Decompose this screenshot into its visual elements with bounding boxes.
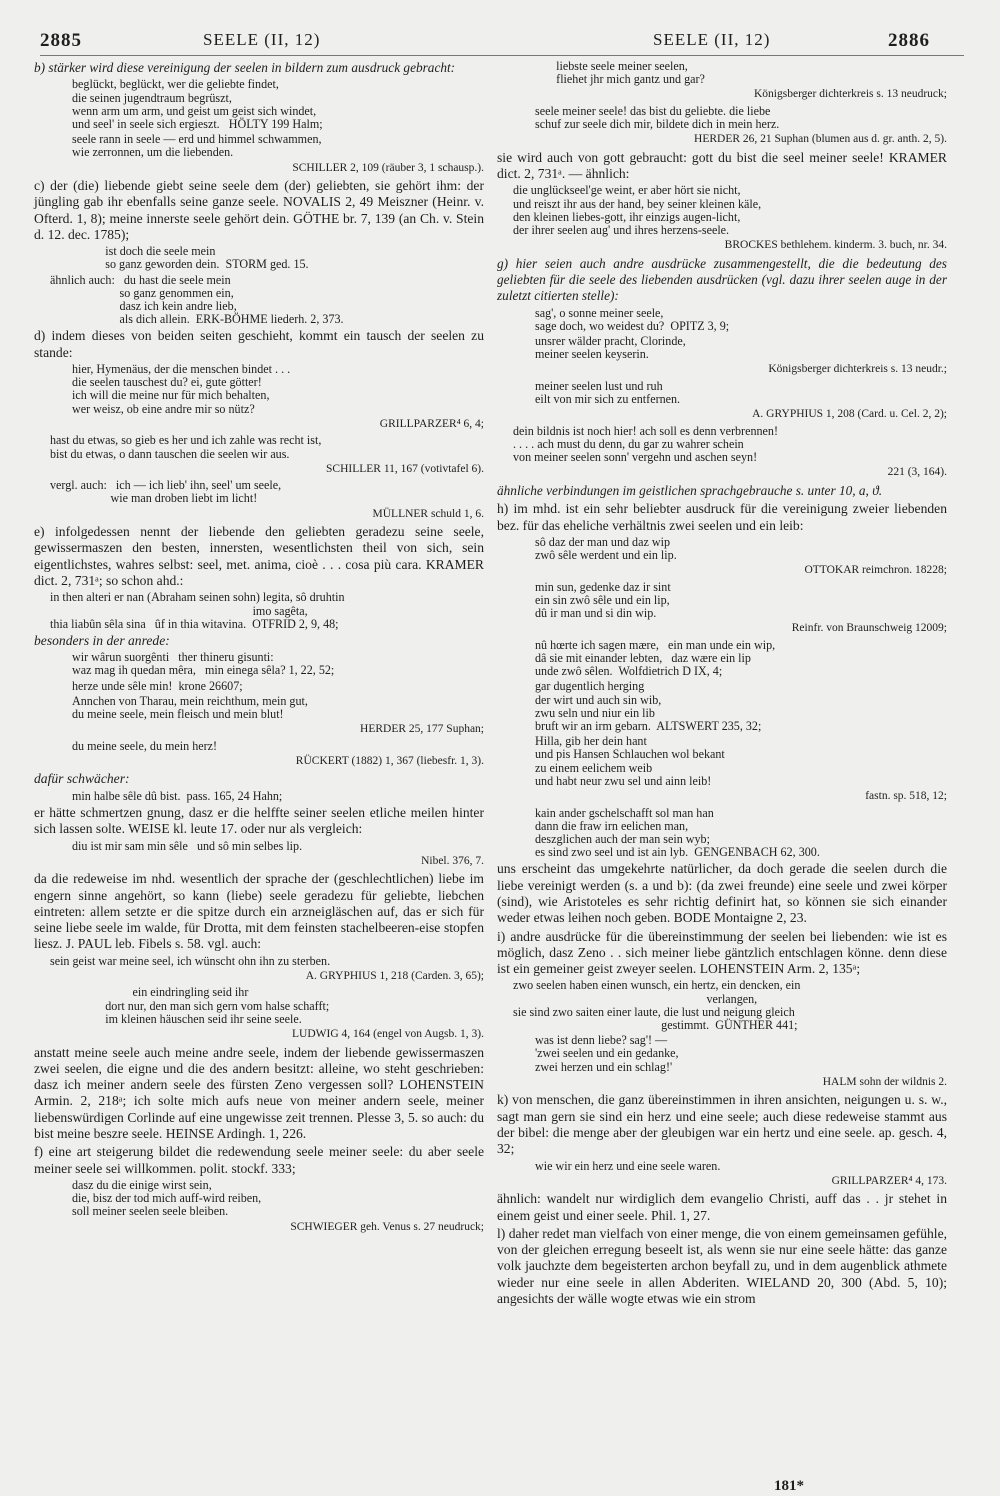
verse-quotation: meiner seelen lust und ruh eilt von mir sich zu entfernen. xyxy=(535,378,681,407)
paragraph: k) von menschen, die ganz übereinstimmen in ihren ansichten, neigungen u. s. w., sagt man gern sie sind ein herz und eine seele; auch diese redeweise stammt aus der bibel: die menge aber der gleubigen war ein hertz und eine seele. ap. gesch. 4, 32; xyxy=(497,1092,947,1157)
running-head-left: SEELE (II, 12) xyxy=(203,30,321,49)
citation: 221 (3, 164). xyxy=(887,466,947,479)
verse-quotation: wir wârun suorgênti ther thineru gisunti: waz mag ih quedan mêra, min einega sêla? 1, 22, 52; xyxy=(72,650,335,678)
paragraph: h) im mhd. ist ein sehr beliebter ausdruck für die vereinigung zweier liebenden bez. für das eheliche verhältnis zwei seelen und ein leib: xyxy=(497,501,947,533)
paragraph: ähnlich: wandelt nur wirdiglich dem evangelio Christi, auff das . . jr stehet in einem geist und einer seele. Phil. 1, 27. xyxy=(497,1191,947,1223)
paragraph: er hätte schmertzen gnung, dasz er die helffte seiner seelen etliche meilen hinter sich lassen solte. WEISE kl. leute 17. oder nur als vergleich: xyxy=(34,804,484,837)
citation: HERDER 25, 177 Suphan; xyxy=(360,723,484,736)
verse-quotation: unsrer wälder pracht, Clorinde, meiner seelen keyserin. xyxy=(535,334,686,362)
citation: RÜCKERT (1882) 1, 367 (liebesfr. 1, 3). xyxy=(295,754,484,767)
verse-quotation: dein bildnis ist noch hier! ach soll es denn verbrennen! . . . . ach must du denn, du gar zu wahrer schein von meiner seelen sonn' vergehn und aschen seyn! xyxy=(513,423,778,465)
citation: GRILLPARZER⁴ 6, 4; xyxy=(379,417,484,430)
signature-mark: 181* xyxy=(774,1478,804,1494)
verse-quotation: Annchen von Tharau, mein reichthum, mein gut, du meine seele, mein fleisch und mein blut! xyxy=(72,693,308,722)
citation: Königsberger dichterkreis s. 13 neudr.; xyxy=(768,363,947,376)
verse-quotation: die unglückseel'ge weint, er aber hört sie nicht, und reiszt ihr aus der hand, bey seiner kleinen käle, den kleinen liebes-gott, ihr einzigs augen-licht, der ihrer seelen aug' und ihres herzens-seele. xyxy=(513,183,762,238)
italic-label: dafür schwächer: xyxy=(34,771,130,787)
verse-quotation: herze unde sêle min! krone 26607; xyxy=(72,678,243,693)
verse-quotation: wie wir ein herz und eine seele waren. xyxy=(535,1158,721,1173)
paragraph: f) eine art steigerung bildet die redewendung seele meiner seele: du aber seele meiner seele sei willkommen. polit. stockf. 333; xyxy=(34,1144,484,1176)
citation: A. GRYPHIUS 1, 218 (Carden. 3, 65); xyxy=(305,969,484,982)
verse-quotation: Hilla, gib her dein hant und pis Hansen Schlauchen wol bekant zu einem eelichem weib und habt neur zwu sel und ainn leib! xyxy=(535,734,725,788)
verse-quotation: beglückt, beglückt, wer die geliebte findet, die seinen jugendtraum begrüszt, wenn arm um arm, und geist um geist sich windet, und seel' in seele sich ergieszt. HÖLTY 199 Halm; xyxy=(72,77,323,131)
verse-quotation: seele meiner seele! das bist du geliebte. die liebe schuf zur seele dich mir, bildete dich in mein herz. xyxy=(535,103,780,132)
citation: SCHILLER 2, 109 (räuber 3, 1 schausp.). xyxy=(292,161,484,174)
citation: HALM sohn der wildnis 2. xyxy=(822,1075,947,1088)
italic-paragraph: b) stärker wird diese vereinigung der seelen in bildern zum ausdruck gebracht: xyxy=(34,60,456,75)
verse-quotation: dasz du die einige wirst sein, die, bisz der tod mich auff-wird reiben, soll meiner seelen seele bleiben. xyxy=(72,1177,262,1219)
paragraph: uns erscheint das umgekehrte natürlicher, da doch gerade die seelen durch die liebe vereinigt werden (s. a und b): (da zwei freunde) eine seele und zwei körper (sind), wie Aristoteles es sehr richtig definirt hat, so können sie sich einander weder etwas leihen noch geben. BODE Montaigne 2, 23. xyxy=(497,861,947,926)
paragraph: l) daher redet man vielfach von einer menge, die von einem gemeinsamen gefühle, von der gleichen erregung beseelt ist, als wenn sie nur eine seele hätte: das ganze volk jauchzte dem begeisterten archon beyfall zu, und in dem augenblick athmete wieder nur eine seele in allen Abderiten. WIELAND 20, 300 (Abd. 5, 10); angesichts der wälle wogte etwas wie ein strom xyxy=(497,1225,947,1307)
citation: SCHWIEGER geh. Venus s. 27 neudruck; xyxy=(290,1220,484,1233)
citation: fastn. sp. 518, 12; xyxy=(865,790,947,803)
verse-quotation: liebste seele meiner seelen, fliehet jhr mich gantz und gar? xyxy=(556,59,705,87)
verse-quotation: ähnlich auch: du hast die seele mein so ganz genommen ein, dasz ich kein andre lieb, als dich allein. ERK-BÖHME liederh. 2, 373. xyxy=(50,272,344,327)
italic-paragraph: ähnliche verbindungen im geistlichen sprachgebrauche s. unter 10, a, ϑ. xyxy=(497,482,883,498)
citation: A. GRYPHIUS 1, 208 (Card. u. Cel. 2, 2); xyxy=(752,408,947,421)
verse-quotation: sag', o sonne meiner seele, sage doch, wo weidest du? OPITZ 3, 9; xyxy=(535,305,730,333)
citation: HERDER 26, 21 Suphan (blumen aus d. gr. anth. 2, 5). xyxy=(694,133,947,146)
paragraph: sie wird auch von gott gebraucht: gott du bist die seel meiner seele! KRAMER dict. 2, 731ᵃ. — ähnlich: xyxy=(497,149,947,182)
page-number-left: 2885 xyxy=(40,30,82,51)
verse-quotation: was ist denn liebe? sag'! — 'zwei seelen und ein gedanke, zwei herzen und ein schlag!' xyxy=(535,1033,679,1074)
running-head-right: SEELE (II, 12) xyxy=(653,30,771,49)
verse-quotation: gar dugentlich herging der wirt und auch sin wib, zwu seln und niur ein lib bruft wir an irm gebarn. ALTSWERT 235, 32; xyxy=(535,679,762,734)
citation: Königsberger dichterkreis s. 13 neudruck; xyxy=(753,88,947,101)
paragraph: i) andre ausdrücke für die übereinstimmung der seelen bei liebenden: wie ist es möglich, dasz Zeno . . sich meiner liebe gäntzlich entschlagen könne. denn diese ist ein gemeiner geist zweyer seelen. LOHENSTEIN Arm. 2, 135ᵃ; xyxy=(497,928,947,977)
verse-quotation: nû hœrte ich sagen mære, ein man unde ein wip, dâ sie mit einander lebten, daz wære ein lip unde zwô sêlen. Wolfdietrich D IX, 4; xyxy=(535,637,776,679)
left-column xyxy=(34,60,484,1237)
verse-quotation: vergl. auch: ich — ich lieb' ihn, seel' um seele, wie man droben liebt im licht! xyxy=(50,478,282,506)
citation: OTTOKAR reimchron. 18228; xyxy=(804,564,947,577)
paragraph: da die redeweise im nhd. wesentlich der sprache der (geschlechtlichen) liebe im engern sinne angehört, so kann (liebe) seele geradezu für geliebte, liebchen eintreten: allem setzte er die spitze durch ein arzneigläschen auf, das er sich für seine liebe seele im walde, für Drotta, mit dem feinsten stachelbeeren-eise stopfen liesz. J. PAUL leb. Fibels s. 58. vgl. auch: xyxy=(34,871,484,952)
citation: LUDWIG 4, 164 (engel von Augsb. 1, 3). xyxy=(292,1028,484,1041)
verse-quotation: du meine seele, du mein herz! xyxy=(72,738,218,753)
right-column xyxy=(497,60,947,1309)
paragraph: d) indem dieses von beiden seiten geschieht, kommt ein tausch der seelen zu stande: xyxy=(34,328,484,360)
citation: GRILLPARZER⁴ 4, 173. xyxy=(831,1174,947,1187)
verse-quotation: seele rann in seele — erd und himmel schwammen, wie zerronnen, um die liebenden. xyxy=(72,132,322,160)
verse-quotation: diu ist mir sam min sêle und sô min selbes lip. xyxy=(72,838,303,853)
verse-quotation: in then alteri er nan (Abraham seinen sohn) legita, sô druhtin imo sagêta, thia liabûn sêla sina ûf in thia witavina. OTFRID 2, 9, 48; xyxy=(50,590,345,631)
paragraph: c) der (die) liebende giebt seine seele dem (der) geliebten, sie gehört ihm: der jüngling gab ihr ebenfalls seine ganze seele. NOVALIS 2, 49 Meiszner (Heinr. v. Ofterd. 1, 8); meine innerste seele gehört dein. GÖTHE br. 7, 139 (an Ch. v. Stein d. 12. dec. 1785); xyxy=(34,178,484,242)
italic-paragraph: g) hier seien auch andre ausdrücke zusammengestellt, die die bedeutung des geliebten für die seele des liebenden ausdrücken (vgl. dazu ihrer seelen auge in der zuletzt citierten stelle): xyxy=(497,255,947,304)
verse-quotation: hier, Hymenäus, der die menschen bindet . . . die seelen tauschest du? ei, gute götter! ich will die meine nur für mich behalten, wer weisz, ob eine andre mir so nütz? xyxy=(72,362,291,416)
verse-quotation: min halbe sêle dû bist. pass. 165, 24 Hahn; xyxy=(72,788,283,803)
citation: Reinfr. von Braunschweig 12009; xyxy=(791,622,947,635)
paragraph: anstatt meine seele auch meine andre seele, indem der liebende gewissermaszen zwei seelen, die eigne und die des andern besitzt: alleine, wo steht geschrieben: dasz ich meiner andern seele des fürsten Zeno vergessen soll? LOHENSTEIN Armin. 2, 218ᵃ; ich solte mich aufs neue von meiner andern seele, meiner liebenswürdigen Corlinde auf eine ungewisse zeit trennen. Plesse 3, 5. so auch: du bist meine beszre seele. HEINSE Ardingh. 1, 226. xyxy=(34,1044,484,1142)
citation: SCHILLER 11, 167 (votivtafel 6). xyxy=(326,462,484,475)
citation: Nibel. 376, 7. xyxy=(421,854,484,867)
verse-quotation: sô daz der man und daz wip zwô sêle werdent und ein lip. xyxy=(535,534,677,563)
verse-quotation: zwo seelen haben einen wunsch, ein hertz, ein dencken, ein verlangen, sie sind zwo saiten einer laute, die lust und neigung gleich gestimmt. GÜNTHER 441; xyxy=(513,978,801,1033)
verse-quotation: hast du etwas, so gieb es her und ich zahle was recht ist, bist du etwas, o dann tauschen die seelen wir aus. xyxy=(50,433,322,461)
verse-quotation: kain ander gschelschafft sol man han dann die fraw irn eelichen man, deszglichen auch der man sein wyb; es sind zwo seel und ist ain lyb. GENGENBACH 62, 300. xyxy=(535,805,820,860)
italic-label: besonders in der anrede: xyxy=(34,632,170,648)
header-rule xyxy=(40,55,964,56)
citation: BROCKES bethlehem. kinderm. 3. buch, nr. 34. xyxy=(724,239,947,252)
verse-quotation: ein eindringling seid ihr dort nur, den man sich gern vom halse schafft; im kleinen häuschen seid ihr seine seele. xyxy=(105,985,330,1026)
paragraph: e) infolgedessen nennt der liebende den geliebten geradezu seine seele, gewissermaszen den besten, innersten, wesentlichsten theil von sich, sein eigentlichstes, wahres selbst: seel, met. anima, cioè . . . cosa più cara. KRAMER dict. 2, 731ᵃ; so schon ahd.: xyxy=(34,524,484,589)
page-number-right: 2886 xyxy=(888,30,930,51)
verse-quotation: ist doch die seele mein so ganz geworden dein. STORM ged. 15. xyxy=(105,244,309,272)
verse-quotation: min sun, gedenke daz ir sint ein sin zwô sêle und ein lip, dû ir man und si din wip. xyxy=(535,579,671,621)
citation: MÜLLNER schuld 1, 6. xyxy=(372,507,484,520)
verse-quotation: sein geist war meine seel, ich wünscht ohn ihn zu sterben. xyxy=(50,953,331,968)
